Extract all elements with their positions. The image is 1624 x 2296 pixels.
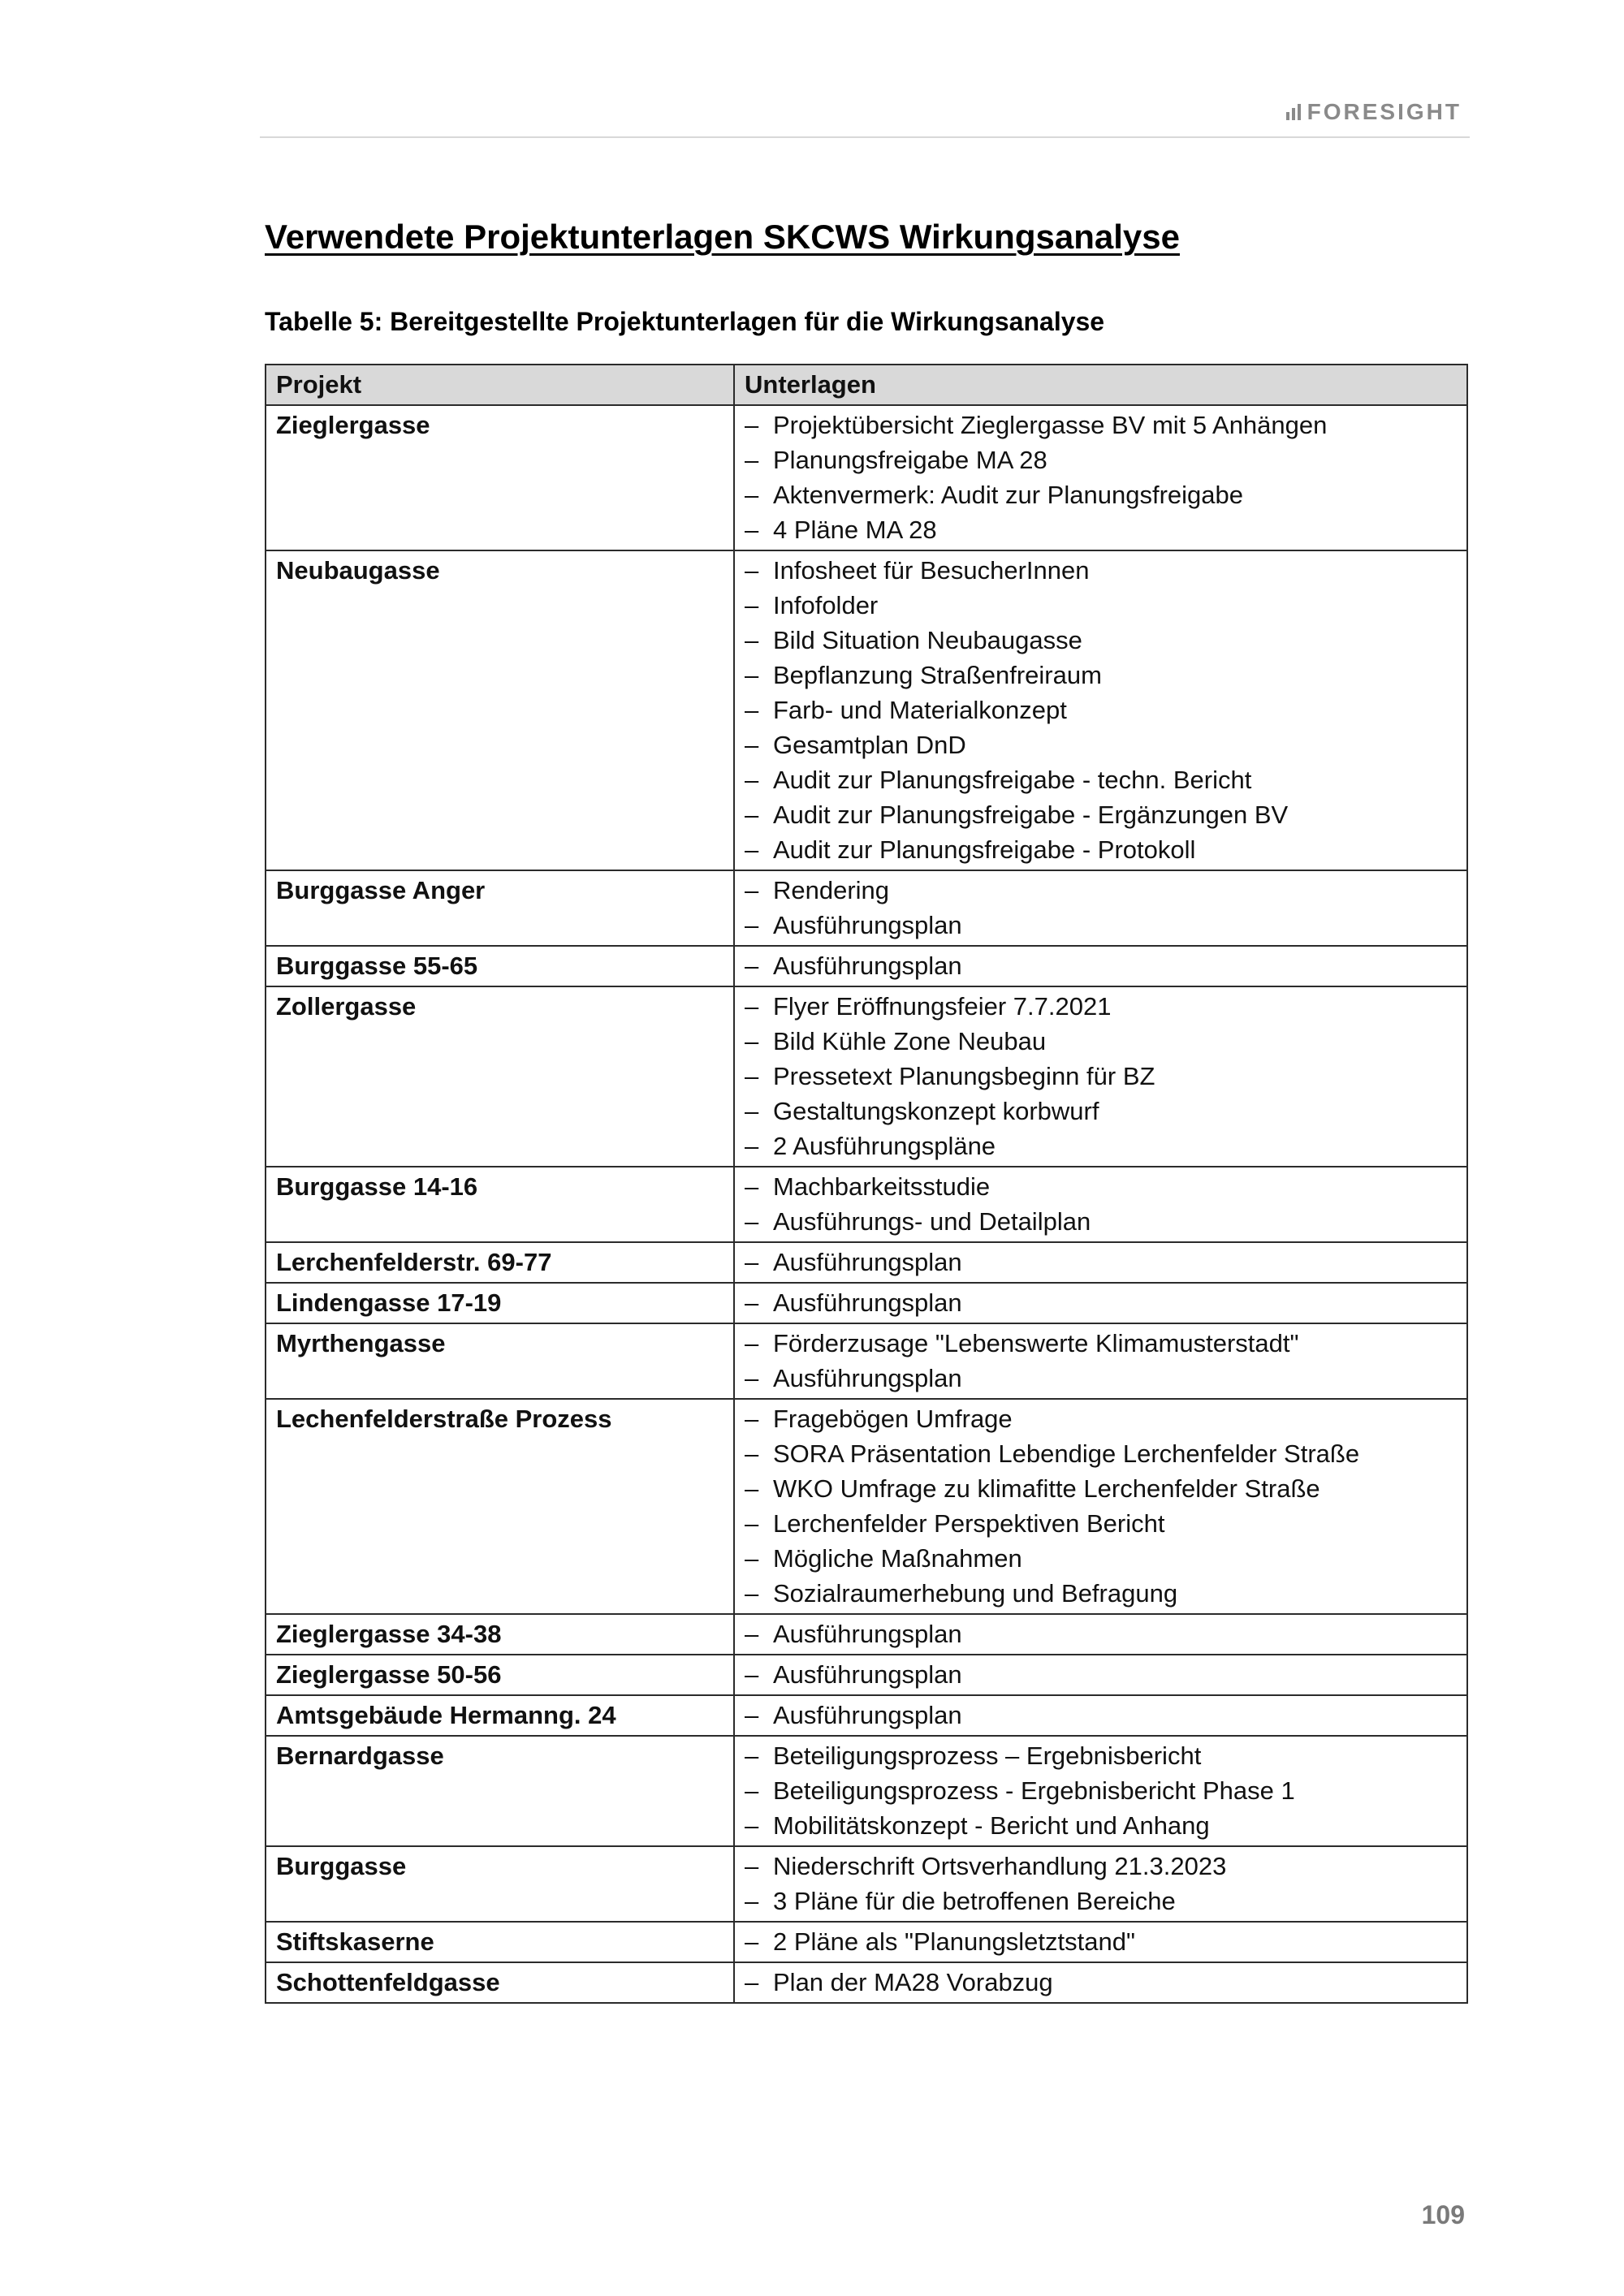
documents-list [745, 1698, 1457, 1733]
document-item: – Ausführungsplan [745, 1698, 1457, 1733]
documents-cell [734, 550, 1467, 870]
document-item: – Bepflanzung Straßenfreiraum [745, 658, 1457, 693]
document-item: – Audit zur Planungsfreigabe - techn. Bericht [745, 762, 1457, 797]
project-name-cell: Neubaugasse [266, 550, 734, 870]
documents-cell [734, 1922, 1467, 1962]
documents-table-container [265, 364, 1466, 2004]
project-name-cell: Zieglergasse 50-56 [266, 1655, 734, 1695]
project-name-cell: Amtsgebäude Hermanng. 24 [266, 1695, 734, 1736]
document-item: – Gestaltungskonzept korbwurf [745, 1094, 1457, 1129]
documents-cell [734, 1323, 1467, 1399]
document-item: – Ausführungsplan [745, 1285, 1457, 1320]
documents-cell [734, 1846, 1467, 1922]
document-item: – Mögliche Maßnahmen [745, 1541, 1457, 1576]
document-item: – Plan der MA28 Vorabzug [745, 1965, 1457, 2000]
document-item: – Niederschrift Ortsverhandlung 21.3.2023 [745, 1849, 1457, 1884]
documents-list [745, 1616, 1457, 1651]
document-item: – Ausführungsplan [745, 1657, 1457, 1692]
document-item: – Ausführungsplan [745, 1361, 1457, 1396]
section-title: Verwendete Projektunterlagen SKCWS Wirkungsanalyse [265, 218, 1180, 256]
document-item: – Ausführungsplan [745, 908, 1457, 943]
documents-cell [734, 1962, 1467, 2003]
documents-cell [734, 1283, 1467, 1323]
document-item: – SORA Präsentation Lebendige Lerchenfelder Straße [745, 1436, 1457, 1471]
documents-list [745, 553, 1457, 867]
project-name-cell: Lindengasse 17-19 [266, 1283, 734, 1323]
documents-list [745, 1849, 1457, 1918]
documents-cell [734, 946, 1467, 986]
document-item: – WKO Umfrage zu klimafitte Lerchenfelder Straße [745, 1471, 1457, 1506]
table-row [266, 1399, 1467, 1614]
table-row [266, 550, 1467, 870]
document-item: – Lerchenfelder Perspektiven Bericht [745, 1506, 1457, 1541]
document-item: – Projektübersicht Zieglergasse BV mit 5 Anhängen [745, 408, 1457, 442]
project-name-cell: Burggasse Anger [266, 870, 734, 946]
document-item: – Gesamtplan DnD [745, 727, 1457, 762]
document-item: – Pressetext Planungsbeginn für BZ [745, 1059, 1457, 1094]
logo-text: FORESIGHT [1307, 99, 1462, 124]
table-row [266, 1655, 1467, 1695]
document-item: – Ausführungsplan [745, 1245, 1457, 1280]
document-item: – Beteiligungsprozess - Ergebnisbericht Phase 1 [745, 1773, 1457, 1808]
document-item: – Fragebögen Umfrage [745, 1401, 1457, 1436]
documents-cell [734, 1614, 1467, 1655]
table-row [266, 405, 1467, 550]
documents-list [745, 948, 1457, 983]
table-row [266, 986, 1467, 1167]
document-item: – Audit zur Planungsfreigabe - Protokoll [745, 832, 1457, 867]
documents-list [745, 1326, 1457, 1396]
project-name-cell: Schottenfeldgasse [266, 1962, 734, 2003]
documents-list [745, 873, 1457, 943]
project-name-cell: Zieglergasse [266, 405, 734, 550]
project-name-cell: Stiftskaserne [266, 1922, 734, 1962]
table-row [266, 1962, 1467, 2003]
document-item: – Flyer Eröffnungsfeier 7.7.2021 [745, 989, 1457, 1024]
documents-list [745, 1285, 1457, 1320]
document-item: – Farb- und Materialkonzept [745, 693, 1457, 727]
document-item: – 2 Ausführungspläne [745, 1129, 1457, 1163]
documents-list [745, 1401, 1457, 1611]
table-row [266, 1846, 1467, 1922]
page-header [260, 91, 1470, 138]
documents-cell [734, 1695, 1467, 1736]
document-item: – Rendering [745, 873, 1457, 908]
page-number: 109 [1421, 2200, 1465, 2229]
project-name-cell: Burggasse [266, 1846, 734, 1922]
project-name-cell: Bernardgasse [266, 1736, 734, 1846]
table-body [266, 405, 1467, 2003]
documents-cell [734, 1399, 1467, 1614]
document-item: – Bild Situation Neubaugasse [745, 623, 1457, 658]
project-name-cell: Burggasse 14-16 [266, 1167, 734, 1242]
documents-cell [734, 405, 1467, 550]
document-item: – Aktenvermerk: Audit zur Planungsfreigabe [745, 477, 1457, 512]
document-item: – Planungsfreigabe MA 28 [745, 442, 1457, 477]
document-item: – Infofolder [745, 588, 1457, 623]
documents-list [745, 989, 1457, 1163]
document-item: – Ausführungsplan [745, 1616, 1457, 1651]
table-caption: Tabelle 5: Bereitgestellte Projektunterlagen für die Wirkungsanalyse [265, 307, 1105, 336]
documents-cell [734, 1242, 1467, 1283]
table-row [266, 1323, 1467, 1399]
document-item: – Ausführungs- und Detailplan [745, 1204, 1457, 1239]
document-item: – Audit zur Planungsfreigabe - Ergänzungen BV [745, 797, 1457, 832]
document-item: – 2 Pläne als "Planungsletztstand" [745, 1924, 1457, 1959]
documents-cell [734, 1736, 1467, 1846]
documents-cell [734, 870, 1467, 946]
documents-list [745, 1657, 1457, 1692]
table-row [266, 1283, 1467, 1323]
document-item: – 4 Pläne MA 28 [745, 512, 1457, 547]
project-name-cell: Zieglergasse 34-38 [266, 1614, 734, 1655]
document-item: – Beteiligungsprozess – Ergebnisbericht [745, 1738, 1457, 1773]
table-row [266, 1167, 1467, 1242]
table-row [266, 946, 1467, 986]
table-row [266, 1922, 1467, 1962]
documents-list [745, 1169, 1457, 1239]
project-documents-table [265, 364, 1468, 2004]
project-name-cell: Lechenfelderstraße Prozess [266, 1399, 734, 1614]
documents-cell [734, 1167, 1467, 1242]
documents-list [745, 1965, 1457, 2000]
document-item: – Machbarkeitsstudie [745, 1169, 1457, 1204]
documents-list [745, 1738, 1457, 1843]
table-row [266, 870, 1467, 946]
documents-cell [734, 1655, 1467, 1695]
document-item: – Bild Kühle Zone Neubau [745, 1024, 1457, 1059]
foresight-logo [1286, 99, 1462, 125]
project-name-cell: Myrthengasse [266, 1323, 734, 1399]
column-header-documents: Unterlagen [734, 365, 1467, 405]
documents-cell [734, 986, 1467, 1167]
documents-list [745, 408, 1457, 547]
document-item: – Ausführungsplan [745, 948, 1457, 983]
document-item: – 3 Pläne für die betroffenen Bereiche [745, 1884, 1457, 1918]
document-item: – Infosheet für BesucherInnen [745, 553, 1457, 588]
documents-list [745, 1924, 1457, 1959]
column-header-project: Projekt [266, 365, 734, 405]
logo-bars-icon [1286, 104, 1301, 120]
project-name-cell: Zollergasse [266, 986, 734, 1167]
documents-list [745, 1245, 1457, 1280]
table-header-row [266, 365, 1467, 405]
table-row [266, 1736, 1467, 1846]
table-row [266, 1614, 1467, 1655]
project-name-cell: Burggasse 55-65 [266, 946, 734, 986]
project-name-cell: Lerchenfelderstr. 69-77 [266, 1242, 734, 1283]
table-row [266, 1695, 1467, 1736]
document-item: – Mobilitätskonzept - Bericht und Anhang [745, 1808, 1457, 1843]
document-item: – Förderzusage "Lebenswerte Klimamusterstadt" [745, 1326, 1457, 1361]
document-item: – Sozialraumerhebung und Befragung [745, 1576, 1457, 1611]
table-row [266, 1242, 1467, 1283]
